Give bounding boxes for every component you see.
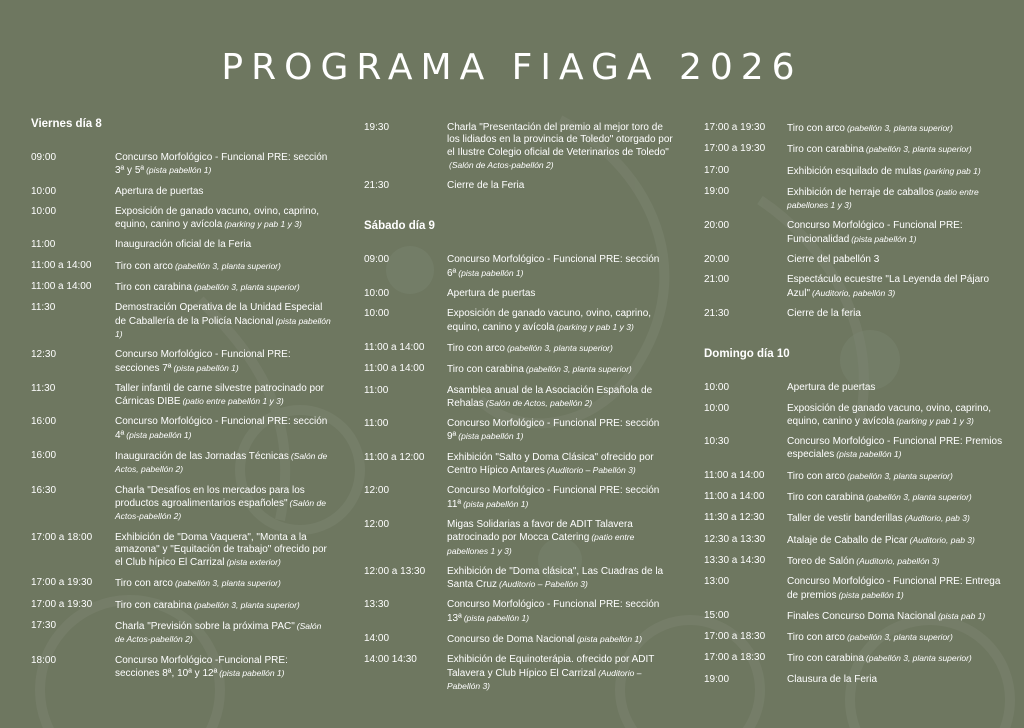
event-location: (Auditorio – Pabellón 3) [499, 579, 588, 590]
event-description [115, 620, 331, 647]
event-location: (pista pab 1) [937, 610, 986, 621]
event-time: 11:00 [364, 384, 389, 396]
event-description [447, 308, 676, 334]
event-time: 11:00 a 14:00 [704, 491, 765, 503]
schedule-item [704, 165, 1004, 178]
event-text: Tiro con carabina [115, 282, 192, 294]
event-location: (Auditorio – Pabellón 3) [447, 667, 642, 691]
event-description [115, 152, 331, 178]
schedule-item [704, 220, 1004, 246]
event-description [447, 180, 676, 192]
schedule-item [364, 385, 676, 411]
event-text: Concurso Morfológico - Funcional PRE: sección 6ª [447, 254, 660, 279]
schedule-item [31, 620, 331, 647]
schedule-item [31, 152, 331, 178]
column-1 [31, 118, 331, 688]
event-text: Espectáculo ecuestre "La Leyenda del Pájaro Azul" [787, 274, 990, 299]
schedule-item [31, 383, 331, 409]
event-location: (pista pabellón 1) [463, 612, 530, 623]
event-time: 19:30 [364, 122, 390, 133]
event-time: 10:00 [704, 382, 730, 394]
event-text: Concurso Morfológico - Funcional PRE: sección 4ª [115, 416, 328, 441]
schedule-item [31, 260, 331, 273]
event-time: 11:00 a 12:00 [364, 451, 425, 463]
schedule-item [31, 206, 331, 232]
schedule-item [31, 577, 331, 590]
event-time: 12:30 a 13:30 [704, 533, 766, 545]
schedule-item [31, 532, 331, 570]
event-location: (pista pabellón 1) [458, 267, 524, 278]
event-description [447, 418, 676, 444]
event-description [447, 654, 676, 693]
event-description [787, 610, 1004, 623]
event-time: 16:00 [31, 416, 57, 428]
event-text: Tiro con carabina [787, 492, 864, 504]
event-text: Inauguración de las Jornadas Técnicas [115, 451, 289, 463]
schedule-item [704, 382, 1004, 394]
event-text: Exhibición de "Doma clásica", Las Cuadras de la Santa Cruz [447, 565, 664, 591]
event-time: 17:00 a 18:30 [704, 631, 766, 643]
event-text: Exposición de ganado vacuno, ovino, caprino, equino, canino y avícola [447, 308, 652, 333]
schedule-item [364, 342, 676, 355]
schedule-item [31, 599, 331, 612]
page-title: PROGRAMA FIAGA 2026 [221, 47, 803, 88]
schedule-item [704, 512, 1004, 525]
schedule-item [704, 674, 1004, 686]
event-text: Cierre de la Feria [447, 180, 525, 192]
schedule-item [704, 254, 1004, 266]
event-text: Exhibición "Salto y Doma Clásica" ofrecido por Centro Hípico Antares [447, 451, 654, 477]
event-description [115, 383, 331, 409]
event-description [115, 186, 331, 198]
event-location: (pista pabellón 1) [838, 589, 904, 600]
event-time: 20:00 [704, 254, 730, 266]
event-description [447, 288, 676, 300]
event-description [447, 254, 676, 280]
event-time: 17:00 a 19:30 [31, 577, 93, 589]
event-description [787, 220, 1004, 246]
day-heading: Viernes día 8 [31, 118, 102, 130]
schedule-item [704, 555, 1004, 568]
event-time: 10:00 [364, 288, 390, 300]
event-description [115, 599, 331, 612]
schedule-item [704, 186, 1004, 213]
event-description [787, 674, 1004, 686]
event-time: 11:00 [364, 418, 389, 430]
event-text: Apertura de puertas [447, 288, 536, 300]
event-text: Exposición de ganado vacuno, ovino, caprino, equino, canino y avícola [115, 205, 320, 231]
event-description [115, 260, 331, 273]
event-text: Tiro con arco [787, 470, 845, 482]
event-text: Concurso Morfológico - Funcional PRE: sección 11ª [447, 485, 660, 510]
event-text: Concurso Morfológico - Funcional PRE: Entrega de premios [787, 576, 1001, 601]
schedule-item [31, 186, 331, 198]
event-description [447, 633, 676, 646]
schedule-item [31, 239, 331, 251]
event-location: (pabellón 3, planta superior) [506, 342, 613, 353]
event-description [787, 631, 1004, 644]
event-location: (pista pabellón 1) [146, 165, 212, 176]
event-text: Tiro con carabina [787, 653, 864, 665]
event-time: 10:30 [704, 436, 730, 448]
event-time: 19:00 [704, 185, 730, 197]
event-description [447, 452, 676, 478]
schedule-item [31, 450, 331, 477]
event-location: (parking y pab 1 y 3) [224, 219, 302, 230]
event-text: Tiro con arco [115, 260, 173, 272]
schedule-item [364, 519, 676, 558]
event-description [787, 186, 1004, 213]
event-location: (parking y pab 1 y 3) [896, 415, 974, 426]
schedule-item [364, 122, 676, 172]
schedule-item [31, 655, 331, 681]
event-time: 10:00 [704, 402, 730, 414]
event-location: (Auditorio, pab 3) [904, 513, 970, 524]
event-description [787, 470, 1004, 483]
event-description [115, 239, 331, 251]
event-time: 11:00 [31, 239, 56, 251]
event-text: Tiro con carabina [787, 144, 864, 156]
event-location: (pabellón 3, planta superior) [174, 260, 281, 271]
event-time: 17:00 a 19:30 [704, 122, 766, 133]
event-time: 12:00 [364, 485, 390, 497]
event-text: Concurso Morfológico - Funcional PRE: secciones 7ª [115, 349, 291, 374]
event-location: (pabellón 3, planta superior) [525, 364, 632, 375]
event-time: 14:00 14:30 [364, 654, 417, 666]
event-time: 10:00 [31, 205, 57, 217]
event-location: (Salón de Actos-pabellón 2) [115, 621, 322, 645]
event-time: 17:00 a 18:30 [704, 652, 766, 664]
schedule-item [704, 631, 1004, 644]
schedule-item [364, 254, 676, 280]
event-text: Finales Concurso Doma Nacional [787, 610, 936, 622]
event-time: 12:00 [364, 518, 390, 530]
schedule-item [31, 281, 331, 294]
schedule-item [704, 403, 1004, 429]
event-description [115, 302, 331, 341]
event-location: (parking pab 1) [923, 165, 981, 176]
event-description [787, 382, 1004, 394]
event-time: 12:30 [31, 349, 57, 361]
event-description [787, 436, 1004, 462]
event-location: (pista pabellón 1) [463, 498, 529, 509]
event-location: (Salón de Actos-pabellón 2) [449, 159, 554, 170]
event-description [787, 534, 1004, 547]
event-time: 17:00 [704, 164, 730, 176]
event-description [447, 566, 676, 592]
event-text: Tiro con arco [787, 123, 845, 134]
event-time: 11:30 [31, 302, 56, 314]
event-text: Apertura de puertas [787, 382, 876, 394]
event-time: 14:00 [364, 633, 390, 645]
event-description [787, 122, 1004, 135]
event-location: (pista pabellón 1) [126, 429, 192, 440]
column-3 [704, 122, 1004, 694]
event-location: (pabellón 3, planta superior) [846, 470, 953, 481]
event-text: Tiro con carabina [447, 364, 524, 376]
schedule-item [31, 485, 331, 524]
day-heading: Domingo día 10 [704, 348, 790, 361]
schedule-item [31, 349, 331, 375]
event-text: Taller de vestir banderillas [787, 513, 903, 525]
schedule-item [364, 566, 676, 592]
event-description [787, 165, 1004, 178]
event-description [447, 485, 676, 511]
event-time: 13:30 a 14:30 [704, 554, 766, 566]
schedule-item [704, 576, 1004, 602]
event-text: Concurso Morfológico - Funcional PRE: Premios especiales [787, 436, 1003, 461]
schedule-item [31, 416, 331, 442]
event-time: 13:00 [704, 576, 730, 588]
event-time: 17:00 a 18:00 [31, 531, 93, 543]
schedule-item [364, 363, 676, 376]
event-description [447, 122, 676, 172]
event-description [787, 491, 1004, 504]
event-location: (parking y pab 1 y 3) [556, 321, 634, 332]
event-description [115, 577, 331, 590]
event-location: (Auditorio – Pabellón 3) [546, 465, 636, 476]
schedule-item [704, 122, 1004, 135]
event-description [787, 254, 1004, 266]
event-location: (pabellón 3, planta superior) [865, 653, 972, 664]
event-location: (pabellón 3, planta superior) [846, 632, 953, 643]
event-location: (pista pabellón 1) [836, 449, 902, 460]
event-time: 17:30 [31, 620, 57, 632]
event-description [787, 143, 1004, 156]
schedule-item [364, 288, 676, 300]
event-time: 11:00 a 14:00 [31, 259, 92, 271]
event-description [115, 655, 331, 681]
event-text: Concurso Morfológico - Funcional PRE: sección 3ª y 5ª [115, 152, 328, 177]
schedule-item [364, 180, 676, 192]
event-time: 11:00 a 14:00 [31, 281, 92, 293]
event-description [447, 519, 676, 558]
event-time: 21:30 [704, 307, 730, 319]
event-time: 20:00 [704, 220, 730, 232]
event-location: (pista pabellón 1) [576, 634, 643, 645]
schedule-item [704, 308, 1004, 320]
event-description [787, 576, 1004, 602]
event-location: (Salón de Actos, pabellón 2) [485, 397, 593, 408]
event-text: Cierre de la feria [787, 307, 861, 319]
event-text: Toreo de Salón [787, 555, 855, 567]
event-location: (pista pabellón 1) [115, 315, 331, 339]
event-text: Concurso Morfológico - Funcional PRE: sección 9ª [447, 418, 660, 443]
schedule-item [364, 654, 676, 693]
event-text: Tiro con carabina [115, 599, 192, 611]
event-location: (pabellón 3, planta superior) [865, 144, 972, 155]
schedule-item [704, 610, 1004, 623]
event-text: Taller infantil de carne silvestre patrocinado por Cárnicas DIBE [115, 382, 324, 408]
event-text: Exposición de ganado vacuno, ovino, caprino, equino, canino y avícola [787, 402, 992, 427]
event-time: 09:00 [364, 254, 390, 266]
event-location: (pabellón 3, planta superior) [193, 599, 300, 610]
event-text: Tiro con arco [115, 578, 173, 590]
schedule-item [364, 308, 676, 334]
event-description [115, 532, 331, 570]
event-text: Concurso de Doma Nacional [447, 634, 575, 646]
event-description [115, 281, 331, 294]
schedule-item [704, 534, 1004, 547]
event-location: (pista pabellón 1) [851, 233, 917, 244]
event-location: (pista exterior) [226, 557, 281, 568]
event-location: (pabellón 3, planta superior) [865, 492, 972, 503]
event-text: Exhibición de Equinoterápia. ofrecido por ADIT Talavera y Club Hípico El Carrizal [447, 654, 655, 679]
schedule-item [704, 436, 1004, 462]
event-text: Demostración Operativa de la Unidad Especial de Caballería de la Policía Nacional [115, 302, 323, 327]
day-heading: Sábado día 9 [364, 220, 435, 233]
event-text: Exhibición de herraje de caballos [787, 186, 934, 198]
schedule-item [704, 143, 1004, 156]
event-time: 18:00 [31, 654, 57, 666]
event-description [115, 485, 331, 524]
schedule-item [704, 470, 1004, 483]
schedule-item [364, 452, 676, 478]
event-location: (Salón de Actos-pabellón 2) [115, 497, 326, 522]
event-location: (pista pabellón 1) [173, 362, 239, 373]
event-description [787, 274, 1004, 300]
event-text: Charla "Presentación del premio al mejor toro de los lidiados en la provincia de Toledo" otorgado por el Ilustre Colegio oficial de Veterinarios de Toledo" [447, 122, 673, 158]
event-text: Tiro con arco [787, 632, 845, 644]
event-location: (pabellón 3, planta superior) [193, 282, 300, 293]
event-time: 16:30 [31, 484, 57, 496]
event-location: (pista pabellón 1) [458, 431, 524, 442]
event-time: 11:30 a 12:30 [704, 512, 765, 524]
event-time: 21:00 [704, 274, 730, 286]
event-description [115, 349, 331, 375]
schedule-item [704, 652, 1004, 665]
schedule-item [364, 633, 676, 646]
event-location: (pabellón 3, planta superior) [846, 123, 953, 133]
event-time: 19:00 [704, 673, 730, 685]
event-time: 10:00 [31, 185, 57, 197]
schedule-item [31, 302, 331, 341]
event-time: 11:30 [31, 382, 56, 394]
schedule-item [364, 599, 676, 625]
event-location: (Salón de Actos, pabellón 2) [115, 451, 328, 475]
event-text: Cierre del pabellón 3 [787, 254, 880, 266]
event-text: Tiro con arco [447, 342, 505, 354]
event-text: Concurso Morfológico - Funcional PRE: Funcionalidad [787, 220, 963, 245]
event-description [447, 363, 676, 376]
event-time: 13:30 [364, 599, 390, 611]
event-description [787, 512, 1004, 525]
event-text: Concurso Morfológico -Funcional PRE: secciones 8ª, 10ª y 12ª [115, 654, 288, 679]
column-2 [364, 122, 676, 701]
event-text: Exhibición esquilado de mulas [787, 165, 922, 177]
event-text: Concurso Morfológico - Funcional PRE: sección 13ª [447, 599, 660, 624]
schedule-item [364, 418, 676, 444]
event-time: 15:00 [704, 609, 730, 621]
event-location: (pista pabellón 1) [219, 667, 285, 678]
event-location: (patio entre pabellón 1 y 3) [182, 396, 284, 407]
event-text: Inauguración oficial de la Feria [115, 239, 252, 251]
event-time: 11:00 a 14:00 [704, 469, 765, 481]
event-text: Atalaje de Caballo de Picar [787, 534, 908, 546]
event-text: Charla "Previsión sobre la próxima PAC" [115, 621, 295, 633]
event-description [115, 416, 331, 442]
event-description [787, 403, 1004, 429]
event-time: 09:00 [31, 152, 57, 163]
event-time: 17:00 a 19:30 [704, 143, 766, 155]
event-text: Exhibición de "Doma Vaquera", "Monta a la amazona" y "Equitación de trabajo" ofrecido por el Club hípico El Carrizal [115, 531, 327, 569]
schedule-item [704, 274, 1004, 300]
event-text: Migas Solidarias a favor de ADIT Talavera patrocinado por Mocca Catering [447, 518, 633, 544]
event-description [447, 599, 676, 625]
event-description [447, 342, 676, 355]
event-location: (patio entre pabellones 1 y 3) [787, 186, 979, 211]
event-text: Charla "Desafíos en los mercados para los productos agroalimentarios españoles" [115, 484, 305, 509]
event-time: 11:00 a 14:00 [364, 341, 425, 353]
event-time: 21:30 [364, 180, 390, 192]
event-time: 17:00 a 19:30 [31, 598, 93, 610]
event-text: Apertura de puertas [115, 185, 204, 197]
event-time: 12:00 a 13:30 [364, 565, 426, 577]
event-time: 10:00 [364, 308, 390, 320]
event-location: (Auditorio, pabellón 3) [812, 287, 896, 298]
event-description [787, 308, 1004, 320]
event-description [115, 450, 331, 477]
event-text: Asamblea anual de la Asociación Española de Rehalas [447, 384, 653, 409]
event-location: (pabellón 3, planta superior) [174, 578, 281, 589]
event-location: (patio entre pabellones 1 y 3) [447, 532, 635, 556]
event-description [115, 206, 331, 232]
event-description [787, 652, 1004, 665]
event-description [447, 385, 676, 411]
schedule-item [704, 491, 1004, 504]
event-description [787, 555, 1004, 568]
schedule-item [364, 485, 676, 511]
event-location: (Auditorio, pabellón 3) [856, 555, 940, 566]
event-text: Clausura de la Feria [787, 673, 878, 685]
event-time: 11:00 a 14:00 [364, 363, 425, 375]
event-time: 16:00 [31, 450, 57, 462]
event-location: (Auditorio, pab 3) [909, 534, 975, 545]
